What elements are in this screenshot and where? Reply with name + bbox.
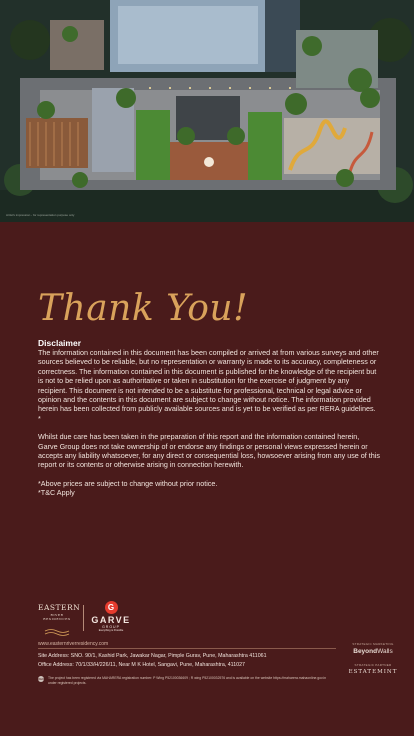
website-link[interactable]: www.easternriverresidency.com	[38, 641, 109, 647]
garve-logo-tagline: Everything is Possible	[98, 629, 124, 632]
rera-text: The project has been registered via MAHARERA registration number: P Wing P52100036609 ; R wing P52100032576 and is available on the website https://maharera.mahaonline.gov.in under registered projects.	[48, 676, 327, 685]
garve-logo-name: GARVE	[91, 615, 131, 625]
garve-logo	[90, 601, 132, 632]
partner-label: STRATEGIC PARTNER	[354, 663, 392, 667]
wave-icon	[44, 628, 70, 636]
partner-logos	[344, 642, 402, 675]
office-address: Office Address: 70/1/33/H/226/11, Near M K Hotel, Sangavi, Pune, Maharashtra, 411027	[38, 661, 245, 668]
partner-label: STRATEGIC MARKETING	[352, 642, 394, 646]
beyondwalls-logo-b: Walls	[377, 648, 393, 655]
disclaimer-paragraph: Whilst due care has been taken in the preparation of this report and the information contained herein, Garve Group does not take ownership of or endorse any findings or personal views expressed herein or accepts any liability whatsoever, for any direct or consequential loss, howsoever arising from any use of this report or its contents or otherwise arising in connection herewith.	[38, 432, 380, 470]
hero-rooftop-render	[0, 0, 414, 222]
price-note: *Above prices are subject to change without prior notice.	[38, 478, 218, 488]
garve-mark-icon: G	[105, 601, 118, 614]
rera-notice	[38, 676, 338, 685]
brand-divider	[83, 605, 84, 631]
terms-note: *T&C Apply	[38, 488, 75, 498]
disclaimer-paragraph: The information contained in this document has been compiled or arrived at from various surveys and other sources believed to be reliable, but no representation or warranty is made to its accuracy, completeness or correctness. The information contained in this document is published for the knowledge of the recipient but is not to be relied upon as authoritative or taken in substitution for the exercise of judgment by any recipient. This document is not intended to be a substitute for professional, technical or legal advice or opinion and the contents in this document are subject to change without notice. The information provided herein has been collected from publicly available sources and is yet to be verified as per RERA guidelines. *	[38, 348, 379, 423]
garve-logo-sub: GROUP	[102, 625, 120, 629]
hero-caption: Artist's impression - for representation purpose only	[6, 213, 75, 217]
addresses	[38, 652, 267, 669]
rera-badge-icon: RERA	[38, 677, 47, 681]
disclaimer-body	[38, 348, 380, 498]
disclaimer-title: Disclaimer	[38, 338, 81, 348]
beyondwalls-logo	[344, 648, 402, 655]
brand-logos	[38, 603, 138, 633]
beyondwalls-logo-a: Beyond	[353, 648, 378, 655]
footer-divider	[38, 648, 336, 649]
eastern-logo-sub: RIVER RESIDENCES	[43, 613, 71, 621]
rooftop-illustration	[0, 0, 414, 222]
eastern-logo-name: EASTERN	[38, 603, 81, 612]
estatemint-logo: ESTATEMINT	[348, 669, 398, 675]
eastern-logo	[38, 603, 81, 640]
site-address: Site Address: SNO. 90/1, Kashid Park, Jawakar Nagar, Pimple Gurav, Pune, Maharashtra 411061	[38, 653, 267, 659]
thank-you-heading: Thank You!	[38, 288, 249, 329]
